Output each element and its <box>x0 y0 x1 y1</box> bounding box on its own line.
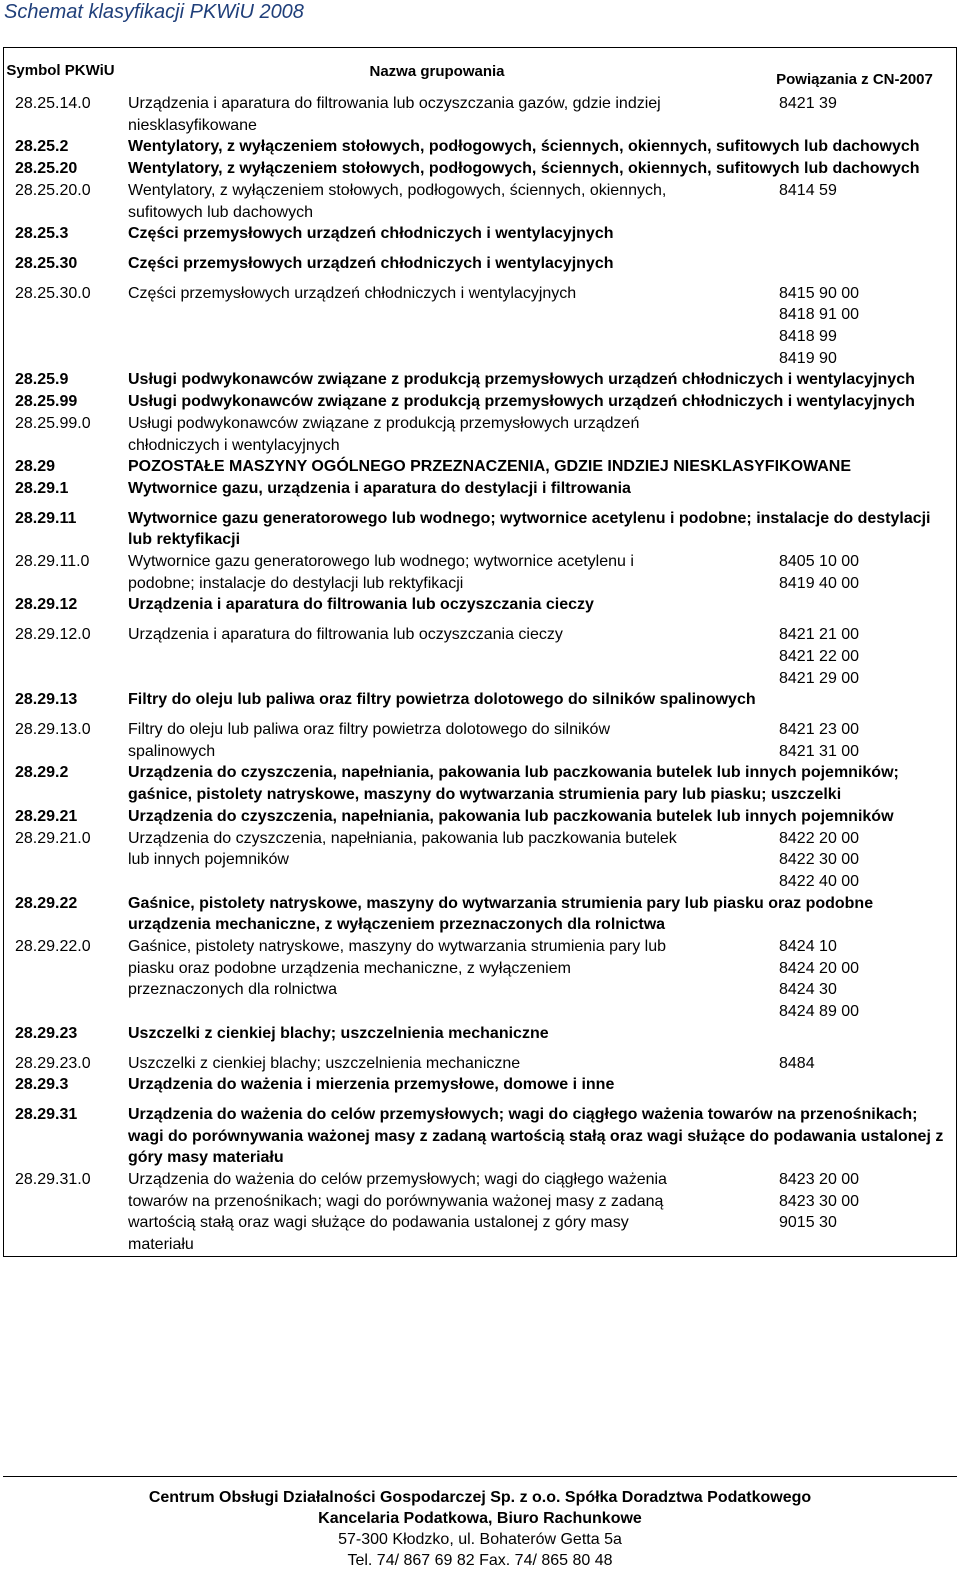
cell-symbol: 28.29.23 <box>15 1024 78 1042</box>
cn-code: 8414 59 <box>779 181 837 199</box>
cn-code: 8421 22 00 <box>779 647 860 665</box>
table-row <box>4 806 956 828</box>
cell-name: Wentylatory, z wyłączeniem stołowych, podłogowych, ściennych, okiennych, sufitowych lub dachowych <box>128 138 920 156</box>
cn-code: 8419 90 <box>779 349 837 367</box>
cn-code: 8418 91 00 <box>779 306 860 324</box>
table-row <box>4 594 956 624</box>
cell-cn-codes <box>762 624 952 689</box>
table-row <box>4 689 956 719</box>
cell-symbol: 28.29.31.0 <box>15 1171 91 1189</box>
cell-symbol: 28.25.14.0 <box>15 95 91 112</box>
cell-name: Wentylatory, z wyłączeniem stołowych, podłogowych, ściennych, okiennych, sufitowych lub dachowych <box>128 181 667 221</box>
cell-name: Wytwornice gazu generatorowego lub wodnego; wytwornice acetylenu i podobne; instalacje do destylacji lub rektyfikacji <box>128 509 931 549</box>
table-row <box>4 828 956 893</box>
cn-code: 8424 89 00 <box>779 1003 860 1021</box>
cell-symbol: 28.29.2 <box>15 764 69 782</box>
cell-name: Urządzenia do czyszczenia, napełniania, pakowania lub paczkowania butelek lub innych pojemników <box>128 807 894 825</box>
cell-name: Usługi podwykonawców związane z produkcją przemysłowych urządzeń chłodniczych i wentylacyjnych <box>128 414 640 454</box>
cell-cn-codes <box>762 283 952 370</box>
table-row <box>4 1104 956 1169</box>
cell-cn-codes <box>717 1169 952 1256</box>
cell-name: Uszczelki z cienkiej blachy; uszczelnienia mechaniczne <box>128 1024 549 1042</box>
cell-name: Usługi podwykonawców związane z produkcją przemysłowych urządzeń chłodniczych i wentylacyjnych <box>128 371 915 389</box>
table-row <box>4 369 956 391</box>
cell-symbol: 28.25.30.0 <box>15 284 91 302</box>
cell-symbol: 28.29 <box>15 458 56 476</box>
cell-cn-codes <box>717 180 952 223</box>
cell-name: Urządzenia i aparatura do filtrowania lub oczyszczania cieczy <box>128 626 563 644</box>
document-title: Schemat klasyfikacji PKWiU 2008 <box>4 1 304 23</box>
table-row <box>4 1074 956 1104</box>
cell-symbol: 28.29.1 <box>15 479 69 497</box>
cell-symbol: 28.25.9 <box>15 371 69 389</box>
cn-code: 8421 29 00 <box>779 669 860 687</box>
table-row <box>4 508 956 551</box>
table-body <box>4 93 956 1256</box>
cell-symbol: 28.29.22 <box>15 894 78 912</box>
cn-code: 8422 40 00 <box>779 872 860 890</box>
cn-code: 8421 31 00 <box>779 742 860 760</box>
cell-name: Urządzenia do ważenia do celów przemysłowych; wagi do ciągłego ważenia towarów na przenośnikach; wagi do porównywania ważonej masy z zadaną wartością stałą oraz wagi służące do podawania ustalonej z góry masy materiału <box>128 1105 944 1167</box>
cell-name: Filtry do oleju lub paliwa oraz filtry powietrza dolotowego do silników spalinowych <box>128 720 611 760</box>
footer-company: Centrum Obsługi Działalności Gospodarczej Sp. z o.o. Spółka Doradztwa Podatkowego <box>148 1489 812 1506</box>
cell-name: Uszczelki z cienkiej blachy; uszczelnienia mechaniczne <box>128 1054 521 1072</box>
footer-divider <box>3 1476 957 1477</box>
header-symbol: Symbol PKWiU <box>6 62 115 79</box>
table-row <box>4 936 956 1023</box>
cell-symbol: 28.29.13 <box>15 691 78 709</box>
cell-symbol: 28.29.22.0 <box>15 938 91 956</box>
classification-table <box>3 47 957 1257</box>
table-row <box>4 719 956 762</box>
cell-symbol: 28.25.30 <box>15 254 78 272</box>
cell-symbol: 28.29.12 <box>15 596 78 614</box>
cell-symbol: 28.29.3 <box>15 1076 69 1094</box>
table-row <box>4 1169 956 1256</box>
table-row <box>4 456 956 478</box>
cell-name: Urządzenia i aparatura do filtrowania lub oczyszczania cieczy <box>128 596 594 614</box>
cell-name: Usługi podwykonawców związane z produkcją przemysłowych urządzeń chłodniczych i wentylacyjnych <box>128 393 915 411</box>
cell-name: Gaśnice, pistolety natryskowe, maszyny do wytwarzania strumienia pary lub piasku oraz podobne urządzenia mechaniczne, z wyłączeniem przeznaczonych dla rolnictwa <box>128 938 666 999</box>
cn-code: 8423 30 00 <box>779 1192 860 1210</box>
table-row <box>4 893 956 936</box>
cn-code: 8484 <box>779 1054 815 1072</box>
cell-cn-codes <box>717 936 952 1023</box>
cn-code: 8423 20 00 <box>779 1171 860 1189</box>
table-row <box>4 136 956 158</box>
cell-cn-codes <box>717 551 952 594</box>
cell-name: Części przemysłowych urządzeń chłodniczych i wentylacyjnych <box>128 254 614 272</box>
cell-cn-codes <box>717 828 952 893</box>
table-row <box>4 1023 956 1053</box>
table-row <box>4 253 956 283</box>
table-row <box>4 413 956 456</box>
cell-name: Części przemysłowych urządzeń chłodniczych i wentylacyjnych <box>128 225 614 243</box>
cn-code: 8419 40 00 <box>779 574 860 592</box>
cell-symbol: 28.29.11 <box>15 509 77 527</box>
table-row <box>4 391 956 413</box>
cell-name: Wytwornice gazu generatorowego lub wodnego; wytwornice acetylenu i podobne; instalacje do destylacji lub rektyfikacji <box>128 553 634 592</box>
page-footer <box>0 1487 960 1571</box>
cell-symbol: 28.25.99.0 <box>15 414 91 432</box>
cn-code: 8424 10 <box>779 938 837 956</box>
cell-symbol: 28.29.23.0 <box>15 1054 91 1072</box>
footer-contact: Tel. 74/ 867 69 82 Fax. 74/ 865 80 48 <box>347 1552 613 1569</box>
cell-symbol: 28.29.11.0 <box>15 553 90 571</box>
cn-code: 8421 23 00 <box>779 720 860 738</box>
header-relations: Powiązania z CN-2007 <box>776 71 933 88</box>
cn-code: 8421 39 <box>779 95 837 112</box>
table-row <box>4 624 956 689</box>
cn-code: 8424 30 <box>779 981 837 999</box>
cell-symbol: 28.25.20.0 <box>15 181 91 199</box>
cell-name: Gaśnice, pistolety natryskowe, maszyny do wytwarzania strumienia pary lub piasku oraz podobne urządzenia mechaniczne, z wyłączeniem przeznaczonych dla rolnictwa <box>128 894 874 934</box>
cn-code: 8415 90 00 <box>779 284 860 302</box>
footer-address: 57-300 Kłodzko, ul. Bohaterów Getta 5a <box>338 1531 622 1548</box>
cn-code: 8422 20 00 <box>779 829 860 847</box>
footer-office: Kancelaria Podatkowa, Biuro Rachunkowe <box>318 1510 642 1527</box>
cell-symbol: 28.29.13.0 <box>15 720 91 738</box>
cn-code: 8418 99 <box>779 328 837 346</box>
cn-code: 8421 21 00 <box>779 626 860 644</box>
cell-symbol: 28.29.31 <box>15 1105 78 1123</box>
table-row <box>4 762 956 805</box>
cn-code: 8405 10 00 <box>779 553 860 571</box>
cell-name: Części przemysłowych urządzeń chłodniczych i wentylacyjnych <box>128 284 577 302</box>
table-row <box>4 158 956 180</box>
table-row <box>4 223 956 253</box>
cell-name: Filtry do oleju lub paliwa oraz filtry powietrza dolotowego do silników spalinowych <box>128 691 756 709</box>
table-row <box>4 180 956 223</box>
cell-cn-codes <box>762 93 952 136</box>
cell-symbol: 28.29.21 <box>15 807 78 825</box>
table-row <box>4 283 956 370</box>
cn-code: 8424 20 00 <box>779 959 860 977</box>
cell-symbol: 28.25.20 <box>15 160 78 178</box>
cn-code: 9015 30 <box>779 1214 837 1232</box>
cell-name: Urządzenia do czyszczenia, napełniania, pakowania lub paczkowania butelek lub innych pojemników; gaśnice, pistolety natryskowe, maszyny do wytwarzania strumienia pary lub piasku; uszczelki <box>128 764 899 804</box>
cell-name: Wentylatory, z wyłączeniem stołowych, podłogowych, ściennych, okiennych, sufitowych lub dachowych <box>128 160 920 178</box>
cell-name: Urządzenia do ważenia do celów przemysłowych; wagi do ciągłego ważenia towarów na przenośnikach; wagi do porównywania ważonej masy z zadaną wartością stałą oraz wagi służące do podawania ustalonej z góry masy materiału <box>128 1171 667 1254</box>
cell-name: Urządzenia i aparatura do filtrowania lub oczyszczania gazów, gdzie indziej niesklasyfikowane <box>128 95 661 134</box>
table-row <box>4 478 956 508</box>
cell-symbol: 28.25.2 <box>15 138 69 156</box>
cell-cn-codes <box>762 1053 952 1075</box>
cn-code: 8422 30 00 <box>779 851 860 869</box>
cell-cn-codes <box>717 413 952 456</box>
table-header <box>4 48 956 93</box>
cell-name: Urządzenia do ważenia i mierzenia przemysłowe, domowe i inne <box>128 1076 615 1094</box>
table-row <box>4 1053 956 1075</box>
header-name: Nazwa grupowania <box>369 63 505 80</box>
cell-symbol: 28.25.99 <box>15 393 78 411</box>
table-row <box>4 93 956 136</box>
cell-name: Wytwornice gazu, urządzenia i aparatura do destylacji i filtrowania <box>128 479 631 497</box>
cell-symbol: 28.25.3 <box>15 225 69 243</box>
cell-name: Urządzenia do czyszczenia, napełniania, pakowania lub paczkowania butelek lub innych pojemników <box>128 829 677 869</box>
cell-symbol: 28.29.21.0 <box>15 829 91 847</box>
cell-cn-codes <box>717 719 952 762</box>
cell-symbol: 28.29.12.0 <box>15 626 91 644</box>
table-row <box>4 551 956 594</box>
cell-name: POZOSTAŁE MASZYNY OGÓLNEGO PRZEZNACZENIA, GDZIE INDZIEJ NIESKLASYFIKOWANE <box>128 458 852 476</box>
